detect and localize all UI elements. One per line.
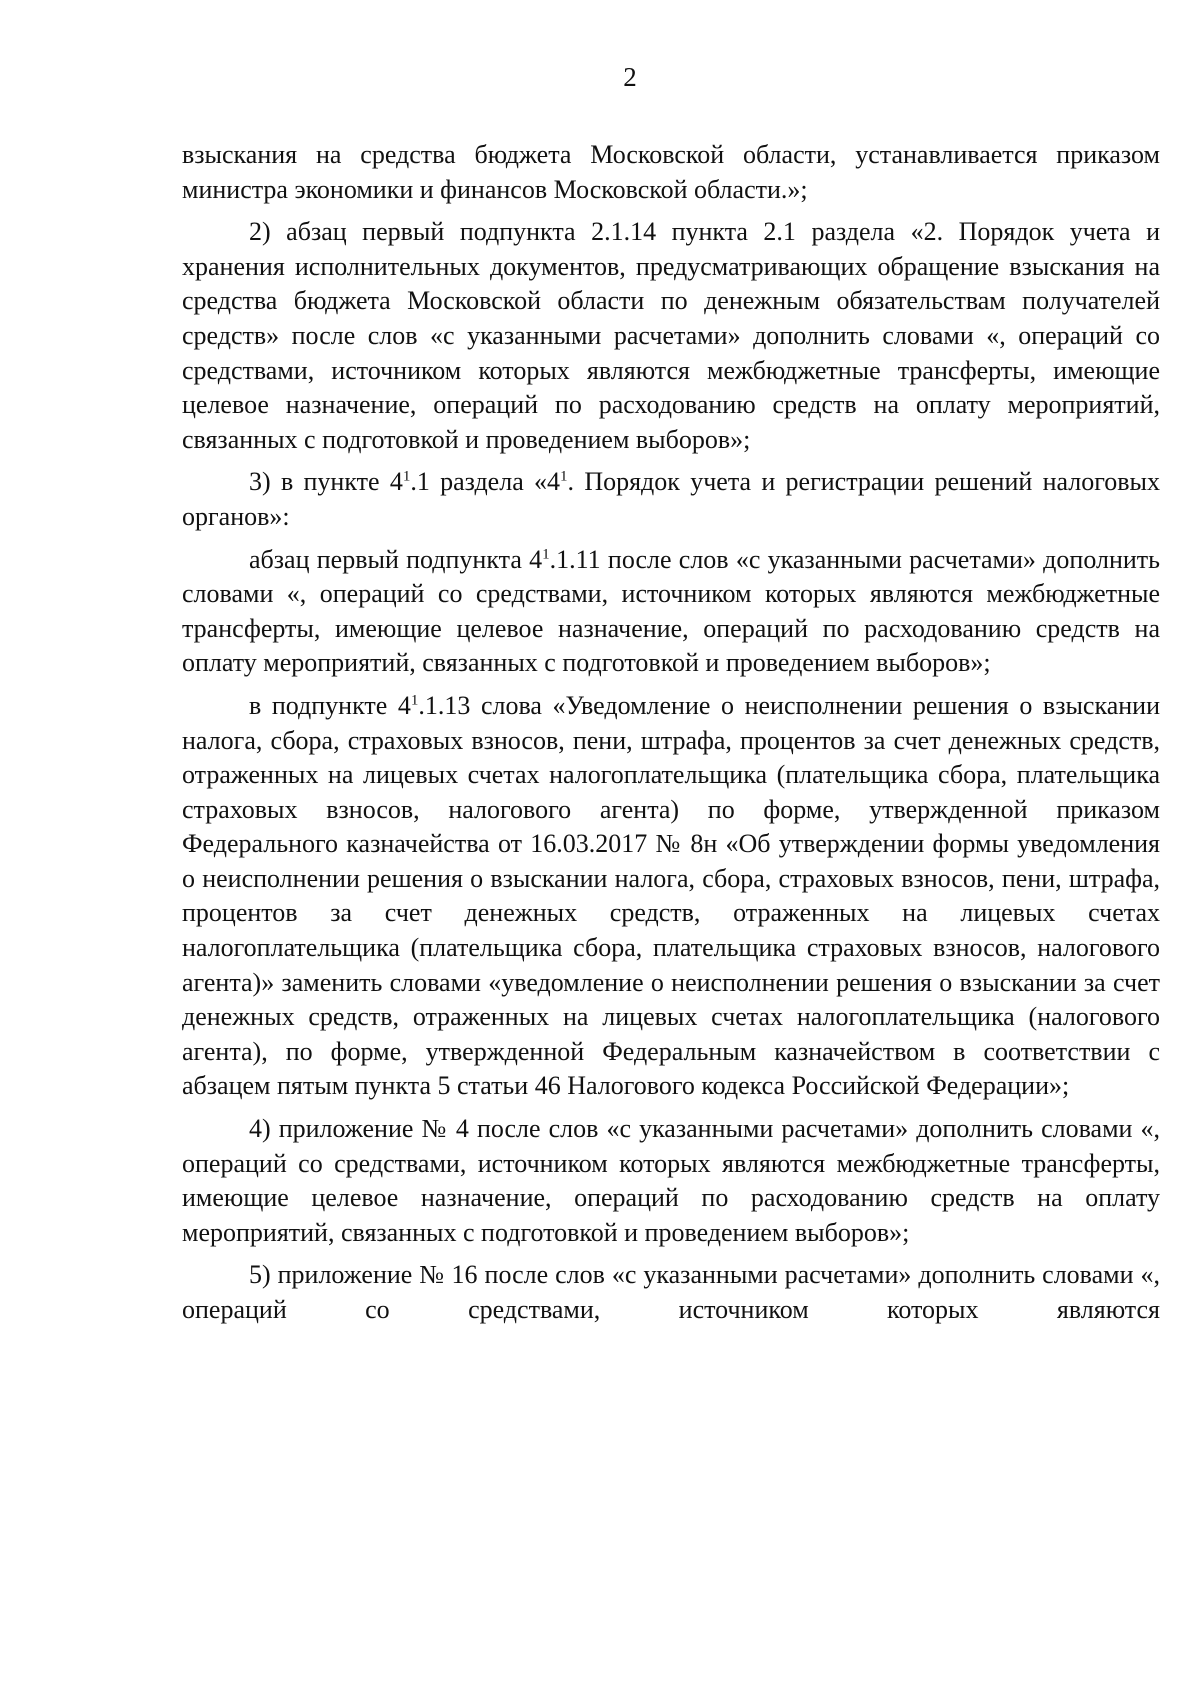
document-body xyxy=(182,138,1160,1328)
paragraph-text: 5) приложение № 16 после слов «с указанными расчетами» дополнить словами «, операций со средствами, источником которых являются xyxy=(182,1260,1160,1324)
paragraph-text: . Порядок учета и регистрации решений налоговых органов»: xyxy=(182,467,1160,531)
paragraph-text: 2) абзац первый подпункта 2.1.14 пункта 2.1 раздела «2. Порядок учета и хранения исполнительных документов, предусматривающих обращение взыскания на средства бюджета Московской области по денежным обязательствам получателей средств» после слов «с указанными расчетами» дополнить словами «, операций со средствами, источником которых являются межбюджетные трансферты, имеющие целевое назначение, операций по расходованию средств на оплату мероприятий, связанных с подготовкой и проведением выборов»; xyxy=(182,217,1160,454)
paragraph-text: в подпункте 4 xyxy=(249,690,411,720)
paragraph-text: .1 раздела «4 xyxy=(410,467,561,497)
paragraph-text: .1.13 слова «Уведомление о неисполнении решения о взыскании налога, сбора, страховых взносов, пени, штрафа, процентов за счет денежных средств, отраженных на лицевых счетах налогоплательщика (плательщика сбора, плательщика страховых взносов, налогового агента) по форме, утвержденной приказом Федерального казначейства от 16.03.2017 № 8н «Об утверждении формы уведомления о неисполнении решения о взыскании налога, сбора, страховых взносов, пени, штрафа, процентов за счет денежных средств, отраженных на лицевых счетах налогоплательщика (плательщика сбора, плательщика страховых взносов, налогового агента)» заменить словами «уведомление о неисполнении решения о взыскании за счет денежных средств, отраженных на лицевых счетах налогоплательщика (налогового агента), по форме, утвержденной Федеральным казначейством в соответствии с абзацем пятым пункта 5 статьи 46 Налогового кодекса Российской Федерации»; xyxy=(182,690,1160,1101)
paragraph-text: 4) приложение № 4 после слов «с указанными расчетами» дополнить словами «, операций со средствами, источником которых являются межбюджетные трансферты, имеющие целевое назначение, операций по расходованию средств на оплату мероприятий, связанных с подготовкой и проведением выборов»; xyxy=(182,1114,1160,1247)
paragraph-item-2 xyxy=(182,215,1160,457)
page-number: 2 xyxy=(623,62,637,92)
paragraph-item-3 xyxy=(182,465,1160,534)
superscript: 1 xyxy=(542,545,550,562)
paragraph-subitem-4-1-1-13 xyxy=(182,689,1160,1104)
paragraph-item-5 xyxy=(182,1258,1160,1327)
paragraph-subitem-4-1-1-11 xyxy=(182,543,1160,681)
superscript: 1 xyxy=(560,468,568,485)
paragraph-text: 3) в пункте 4 xyxy=(249,467,403,497)
paragraph-text: абзац первый подпункта 4 xyxy=(249,544,543,574)
paragraph-text: .1.11 после слов «с указанными расчетами» дополнить словами «, операций со средствами, источником которых являются межбюджетные трансферты, имеющие целевое назначение, операций по расходованию средств на оплату мероприятий, связанных с подготовкой и проведением выборов»; xyxy=(182,544,1160,678)
paragraph-continuation xyxy=(182,138,1160,207)
paragraph-item-4 xyxy=(182,1112,1160,1250)
paragraph-text: взыскания на средства бюджета Московской области, устанавливается приказом министра экономики и финансов Московской области.»; xyxy=(182,140,1160,204)
superscript: 1 xyxy=(402,468,411,485)
superscript: 1 xyxy=(410,692,419,709)
